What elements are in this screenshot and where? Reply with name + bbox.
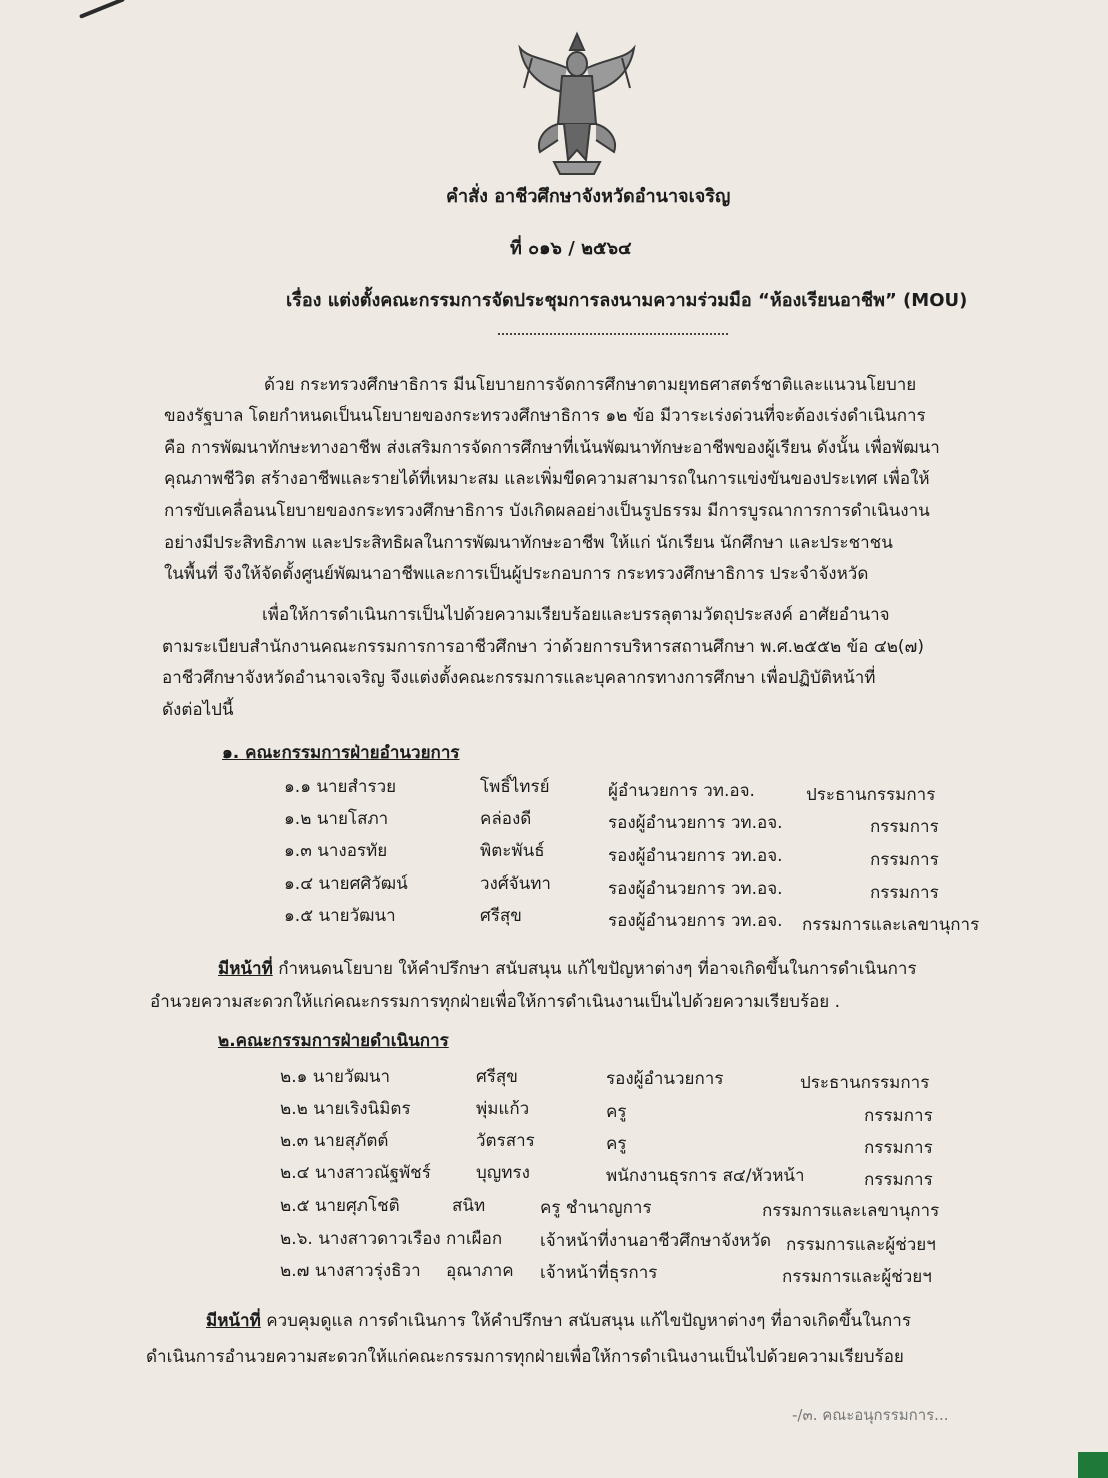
paragraph1-line: ด้วย กระทรวงศึกษาธิการ มีนโยบายการจัดการศึกษาตามยุทธศาสตร์ชาติและแนวนโยบาย — [264, 375, 917, 395]
member-surname: กาเผือก — [446, 1229, 503, 1249]
member-position: เจ้าหน้าที่ธุรการ — [540, 1263, 658, 1283]
member-role: ประธานกรรมการ — [800, 1073, 930, 1093]
member-role: กรรมการ — [864, 1138, 933, 1158]
divider — [498, 333, 728, 335]
member-name: ๒.๗ นางสาวรุ่งธิวา — [280, 1261, 421, 1281]
member-name: ๑.๕ นายวัฒนา — [284, 906, 396, 926]
member-surname: ศรีสุข — [480, 906, 522, 926]
member-role: กรรมการ — [864, 1170, 933, 1190]
member-position: รองผู้อำนวยการ — [606, 1069, 724, 1089]
member-role: กรรมการและเลขานุการ — [802, 915, 980, 935]
committee1-duty — [218, 958, 917, 980]
paragraph1-line: คือ การพัฒนาทักษะทางอาชีพ ส่งเสริมการจัดการศึกษาที่เน้นพัฒนาทักษะอาชีพของผู้เรียน ดังนั้น เพื่อพัฒนา — [164, 438, 940, 458]
garuda-emblem-icon — [514, 28, 640, 178]
paragraph1-line: ของรัฐบาล โดยกำหนดเป็นนโยบายของกระทรวงศึกษาธิการ ๑๒ ข้อ มีวาระเร่งด่วนที่จะต้องเร่งดำเนินการ — [164, 406, 926, 426]
member-position: พนักงานธุรการ ส๔/หัวหน้า — [606, 1166, 805, 1186]
member-name: ๑.๓ นางอรทัย — [284, 841, 388, 861]
member-position: รองผู้อำนวยการ วท.อจ. — [608, 911, 783, 931]
member-position: รองผู้อำนวยการ วท.อจ. — [608, 813, 783, 833]
subject-text: แต่งตั้งคณะกรรมการจัดประชุมการลงนามความร่วมมือ “ห้องเรียนอาชีพ” (MOU) — [327, 290, 968, 311]
member-surname: สนิท — [452, 1196, 486, 1216]
member-surname: พิตะพันธ์ — [480, 841, 545, 861]
member-surname: วัตรสาร — [476, 1131, 535, 1151]
member-role: กรรมการและผู้ช่วยฯ — [786, 1235, 936, 1255]
page-continuation: -/๓. คณะอนุกรรมการ... — [792, 1406, 949, 1424]
member-name: ๒.๓ นายสุภัตต์ — [280, 1131, 389, 1151]
subject-label: เรื่อง — [286, 290, 322, 311]
committee2-duty — [206, 1310, 911, 1332]
committee1-heading: ๑. คณะกรรมการฝ่ายอำนวยการ — [222, 743, 460, 763]
member-role: ประธานกรรมการ — [806, 785, 936, 805]
member-surname: ศรีสุข — [476, 1067, 518, 1087]
member-role: กรรมการ — [870, 817, 939, 837]
pen-mark — [79, 0, 125, 19]
paragraph2-line: อาชีวศึกษาจังหวัดอำนาจเจริญ จึงแต่งตั้งคณะกรรมการและบุคลากรทางการศึกษา เพื่อปฏิบัติหน้าที่ — [162, 668, 876, 688]
member-role: กรรมการ — [870, 883, 939, 903]
corner-edge — [1078, 1452, 1108, 1478]
member-surname: โพธิ์ไทรย์ — [480, 777, 550, 797]
subject-line — [286, 290, 967, 312]
member-position: รองผู้อำนวยการ วท.อจ. — [608, 846, 783, 866]
member-role: กรรมการและผู้ช่วยฯ — [782, 1267, 932, 1287]
member-name: ๑.๒ นายโสภา — [284, 809, 389, 829]
duty-label: มีหน้าที่ — [218, 959, 273, 979]
member-name: ๑.๔ นายศศิวัฒน์ — [284, 874, 408, 894]
member-role: กรรมการและเลขานุการ — [762, 1201, 940, 1221]
member-surname: บุญทรง — [476, 1163, 530, 1183]
member-role: กรรมการ — [870, 850, 939, 870]
duty-label: มีหน้าที่ — [206, 1311, 261, 1331]
committee1-duty-line2: อำนวยความสะดวกให้แก่คณะกรรมการทุกฝ่ายเพื่อให้การดำเนินงานเป็นไปด้วยความเรียบร้อย . — [150, 992, 841, 1012]
paragraph1-line: การขับเคลื่อนนโยบายของกระทรวงศึกษาธิการ บังเกิดผลอย่างเป็นรูปธรรม มีการบูรณาการการดำเนินงาน — [164, 501, 930, 521]
paragraph1-line: ในพื้นที่ จึงให้จัดตั้งศูนย์พัฒนาอาชีพและการเป็นผู้ประกอบการ กระทรวงศึกษาธิการ ประจำจังหวัด — [164, 564, 869, 584]
member-surname: คล่องดี — [480, 809, 532, 829]
committee2-heading: ๒.คณะกรรมการฝ่ายดำเนินการ — [218, 1031, 449, 1051]
duty-text: กำหนดนโยบาย ให้คำปรึกษา สนับสนุน แก้ไขปัญหาต่างๆ ที่อาจเกิดขึ้นในการดำเนินการ — [278, 959, 917, 979]
paragraph1-line: คุณภาพชีวิต สร้างอาชีพและรายได้ที่เหมาะสม และเพิ่มขีดความสามารถในการแข่งขันของประเทศ เพื่อให้ — [164, 469, 930, 489]
order-title: คำสั่ง อาชีวศึกษาจังหวัดอำนาจเจริญ — [446, 186, 731, 207]
member-name: ๒.๑ นายวัฒนา — [280, 1067, 391, 1087]
member-surname: อุณาภาค — [446, 1261, 514, 1281]
member-name: ๑.๑ นายสำรวย — [284, 777, 397, 797]
paragraph2-line: ตามระเบียบสำนักงานคณะกรรมการการอาชีวศึกษา ว่าด้วยการบริหารสถานศึกษา พ.ศ.๒๕๕๒ ข้อ ๔๒(๗) — [162, 637, 924, 657]
member-position: ครู — [606, 1134, 627, 1154]
member-position: รองผู้อำนวยการ วท.อจ. — [608, 879, 783, 899]
member-position: ครู — [606, 1102, 627, 1122]
member-role: กรรมการ — [864, 1106, 933, 1126]
member-position: ครู ชำนาญการ — [540, 1198, 652, 1218]
member-surname: วงศ์จันทา — [480, 874, 551, 894]
duty-text: ควบคุมดูแล การดำเนินการ ให้คำปรึกษา สนับสนุน แก้ไขปัญหาต่างๆ ที่อาจเกิดขึ้นในการ — [266, 1311, 911, 1331]
member-name: ๒.๔ นางสาวณัฐพัชร์ — [280, 1163, 431, 1183]
member-name: ๒.๕ นายศุภโชติ — [280, 1196, 400, 1216]
paragraph2-line: เพื่อให้การดำเนินการเป็นไปด้วยความเรียบร้อยและบรรลุตามวัตถุประสงค์ อาศัยอำนาจ — [262, 605, 890, 625]
committee2-duty-line2: ดำเนินการอำนวยความสะดวกให้แก่คณะกรรมการทุกฝ่ายเพื่อให้การดำเนินงานเป็นไปด้วยความเรียบร้อย — [146, 1347, 904, 1367]
paragraph1-line: อย่างมีประสิทธิภาพ และประสิทธิผลในการพัฒนาทักษะอาชีพ ให้แก่ นักเรียน นักศึกษา และประชาชน — [164, 533, 893, 553]
member-name: ๒.๒ นายเริงนิมิตร — [280, 1099, 411, 1119]
member-position: เจ้าหน้าที่งานอาชีวศึกษาจังหวัด — [540, 1231, 772, 1251]
paragraph2-line: ดังต่อไปนี้ — [162, 700, 234, 720]
member-name: ๒.๖. นางสาวดาวเรือง — [280, 1229, 441, 1249]
member-position: ผู้อำนวยการ วท.อจ. — [608, 781, 755, 801]
member-surname: พุ่มแก้ว — [476, 1099, 530, 1119]
order-number: ที่ ๐๑๖ / ๒๕๖๔ — [510, 238, 632, 259]
